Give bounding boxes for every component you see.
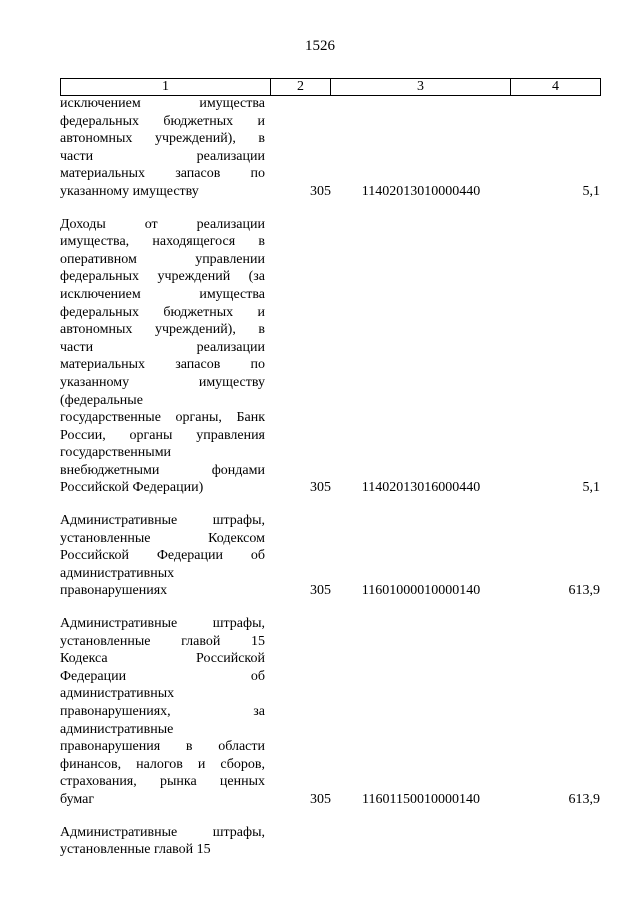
description-line: установленные Кодексом bbox=[60, 530, 265, 546]
description-line: материальных запасов по bbox=[60, 357, 265, 373]
description-line: административных bbox=[60, 686, 175, 702]
description-line: федеральных бюджетных и bbox=[60, 113, 265, 129]
description-line: Доходы от реализации bbox=[60, 216, 265, 232]
admin-code: 305 bbox=[310, 583, 331, 599]
description-line: правонарушения в области bbox=[60, 739, 265, 755]
description-line: автономных учреждений), в bbox=[60, 131, 265, 147]
description-line: административных bbox=[60, 565, 175, 581]
column-header-3: 3 bbox=[331, 79, 511, 96]
description-line: федеральных учреждений (за bbox=[60, 269, 265, 285]
description-line: установленные главой 15 bbox=[60, 633, 265, 649]
column-header-4: 4 bbox=[511, 79, 601, 96]
admin-code: 305 bbox=[310, 480, 331, 496]
amount-value: 613,9 bbox=[568, 583, 600, 599]
description-line: части реализации bbox=[60, 148, 265, 164]
description-line: правонарушениях bbox=[60, 583, 168, 599]
table-row bbox=[60, 512, 600, 600]
row-description bbox=[60, 512, 265, 600]
budget-classification-code: 11402013016000440 bbox=[361, 480, 481, 496]
amount-value: 5,1 bbox=[582, 480, 600, 496]
row-description bbox=[60, 615, 265, 809]
description-line: установленные главой 15 bbox=[60, 842, 211, 858]
description-line: государственные органы, Банк bbox=[60, 410, 265, 426]
page-number: 1526 bbox=[305, 38, 335, 54]
description-line: имущества, находящегося в bbox=[60, 234, 265, 250]
amount-value: 613,9 bbox=[568, 791, 600, 807]
table-row bbox=[60, 824, 600, 859]
row-description bbox=[60, 824, 265, 859]
table-row bbox=[60, 615, 600, 809]
description-line: административные bbox=[60, 721, 174, 737]
row-description bbox=[60, 95, 265, 201]
description-line: правонарушениях, за bbox=[60, 704, 265, 719]
column-header-2: 2 bbox=[271, 79, 331, 96]
description-line: указанному имуществу bbox=[60, 374, 265, 390]
column-header-1: 1 bbox=[61, 79, 271, 96]
description-line: Кодекса Российской bbox=[60, 651, 265, 667]
description-line: Федерации об bbox=[60, 668, 265, 684]
row-description bbox=[60, 216, 265, 498]
description-line: указанному имуществу bbox=[60, 183, 199, 199]
table-row bbox=[60, 216, 600, 498]
description-line: страхования, рынка ценных bbox=[60, 774, 265, 790]
table-row bbox=[60, 95, 600, 201]
description-line: внебюджетными фондами bbox=[60, 462, 265, 478]
description-line: Административные штрафы, bbox=[60, 824, 265, 840]
description-line: автономных учреждений), в bbox=[60, 322, 265, 338]
description-line: материальных запасов по bbox=[60, 166, 265, 182]
description-line: исключением имущества bbox=[60, 96, 265, 111]
description-line: государственными bbox=[60, 445, 172, 461]
admin-code: 305 bbox=[310, 183, 331, 199]
description-line: части реализации bbox=[60, 339, 265, 355]
column-header-table bbox=[60, 78, 601, 96]
description-line: Российской Федерации) bbox=[60, 480, 204, 496]
column-header-row bbox=[61, 79, 601, 96]
description-line: (федеральные bbox=[60, 392, 143, 408]
description-line: федеральных бюджетных и bbox=[60, 304, 265, 320]
description-line: Административные штрафы, bbox=[60, 513, 265, 529]
description-line: бумаг bbox=[60, 791, 95, 807]
description-line: Российской Федерации об bbox=[60, 548, 265, 564]
description-line: исключением имущества bbox=[60, 286, 265, 302]
budget-classification-code: 11601000010000140 bbox=[361, 583, 481, 599]
revenue-rows bbox=[60, 95, 600, 874]
budget-classification-code: 11402013010000440 bbox=[361, 183, 481, 199]
amount-value: 5,1 bbox=[582, 183, 600, 199]
description-line: России, органы управления bbox=[60, 427, 265, 443]
description-line: оперативном управлении bbox=[60, 251, 265, 267]
budget-classification-code: 11601150010000140 bbox=[362, 791, 480, 807]
admin-code: 305 bbox=[310, 791, 331, 807]
description-line: Административные штрафы, bbox=[60, 616, 265, 632]
description-line: финансов, налогов и сборов, bbox=[60, 756, 265, 772]
